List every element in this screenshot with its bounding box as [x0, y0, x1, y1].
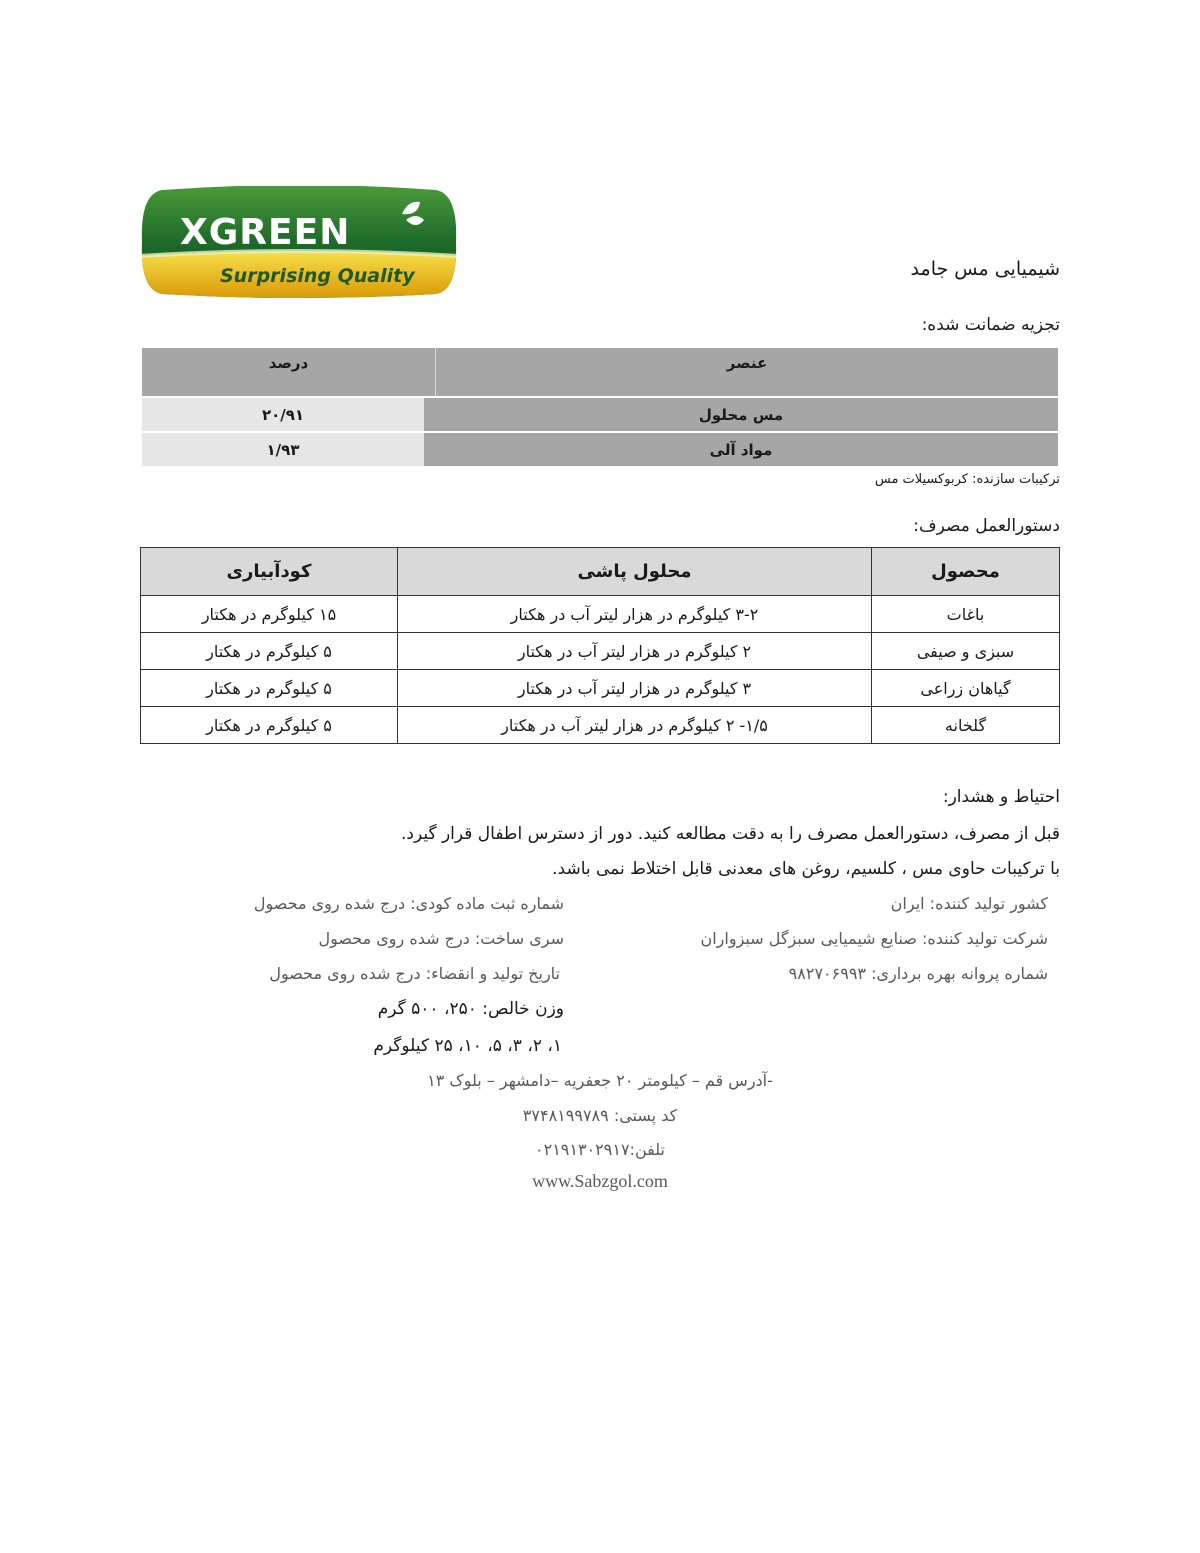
postal-code: کد پستی: ۳۷۴۸۱۹۹۷۸۹ — [522, 1106, 678, 1125]
usage-table — [140, 547, 1060, 744]
percent-cell: ۱/۹۳ — [142, 433, 424, 466]
table-row — [142, 433, 1058, 466]
warning-line-2: با ترکیبات حاوی مس ، کلسیم، روغن های معدنی قابل اختلاط نمی باشد. — [552, 859, 1060, 879]
phone: تلفن:۰۲۱۹۱۳۰۲۹۱۷ — [535, 1140, 665, 1159]
table-row — [141, 707, 1060, 744]
table-header-row — [141, 548, 1060, 596]
dates-info: تاریخ تولید و انقضاء: درج شده روی محصول — [269, 964, 560, 983]
registration-info: شماره ثبت ماده کودی: درج شده روی محصول — [253, 894, 564, 913]
element-cell: مواد آلی — [424, 433, 1058, 466]
spray-cell: ۱/۵- ۲ کیلوگرم در هزار لیتر آب در هکتار — [398, 707, 872, 744]
logo-tagline: Surprising Quality — [220, 265, 415, 287]
usage-heading: دستورالعمل مصرف: — [913, 516, 1060, 536]
header-fertigation: کودآبیاری — [141, 548, 398, 596]
percent-cell: ۲۰/۹۱ — [142, 398, 424, 431]
batch-info: سری ساخت: درج شده روی محصول — [318, 929, 564, 948]
fertigation-cell: ۵ کیلوگرم در هکتار — [141, 670, 398, 707]
crop-cell: سبزی و صیفی — [872, 633, 1060, 670]
fertigation-cell: ۱۵ کیلوگرم در هکتار — [141, 596, 398, 633]
header-percent: درصد — [268, 354, 309, 372]
header-spray: محلول پاشی — [398, 548, 872, 596]
header-crop: محصول — [872, 548, 1060, 596]
header-element: عنصر — [435, 348, 1058, 396]
table-row — [141, 596, 1060, 633]
spray-cell: ۳-۲ کیلوگرم در هزار لیتر آب در هکتار — [398, 596, 872, 633]
analysis-table — [142, 348, 1058, 466]
warning-heading: احتیاط و هشدار: — [942, 787, 1060, 807]
crop-cell: باغات — [872, 596, 1060, 633]
fertigation-cell: ۵ کیلوگرم در هکتار — [141, 707, 398, 744]
net-weight: وزن خالص: ۲۵۰، ۵۰۰ گرم — [377, 999, 564, 1019]
net-weight-kg: ۱، ۲، ۳، ۵، ۱۰، ۲۵ کیلوگرم — [373, 1036, 562, 1056]
warning-line-1: قبل از مصرف، دستورالعمل مصرف را به دقت مطالعه کنید. دور از دسترس اطفال قرار گیرد. — [400, 824, 1060, 844]
spray-cell: ۳ کیلوگرم در هزار لیتر آب در هکتار — [398, 670, 872, 707]
table-row — [141, 633, 1060, 670]
crop-cell: گلخانه — [872, 707, 1060, 744]
analysis-heading: تجزیه ضمانت شده: — [921, 315, 1060, 335]
country-info: کشور تولید کننده: ایران — [890, 894, 1048, 913]
table-row — [141, 670, 1060, 707]
website-link[interactable]: www.Sabzgol.com — [532, 1171, 668, 1191]
address: -آدرس قم – کیلومتر ۲۰ جعفریه –دامشهر – بلوک ۱۳ — [427, 1071, 773, 1090]
company-info: شرکت تولید کننده: صنایع شیمیایی سبزگل سبزواران — [700, 929, 1048, 948]
product-title: شیمیایی مس جامد — [910, 258, 1060, 280]
element-cell: مس محلول — [424, 398, 1058, 431]
license-info: شماره پروانه بهره برداری: ۹۸۲۷۰۶۹۹۳ — [788, 964, 1048, 983]
logo-brand: XGREEN — [180, 212, 351, 253]
spray-cell: ۲ کیلوگرم در هزار لیتر آب در هکتار — [398, 633, 872, 670]
table-row — [142, 398, 1058, 431]
crop-cell: گیاهان زراعی — [872, 670, 1060, 707]
composition-note: ترکیبات سازنده: کربوکسیلات مس — [874, 472, 1060, 487]
fertigation-cell: ۵ کیلوگرم در هکتار — [141, 633, 398, 670]
xgreen-logo — [140, 186, 458, 298]
